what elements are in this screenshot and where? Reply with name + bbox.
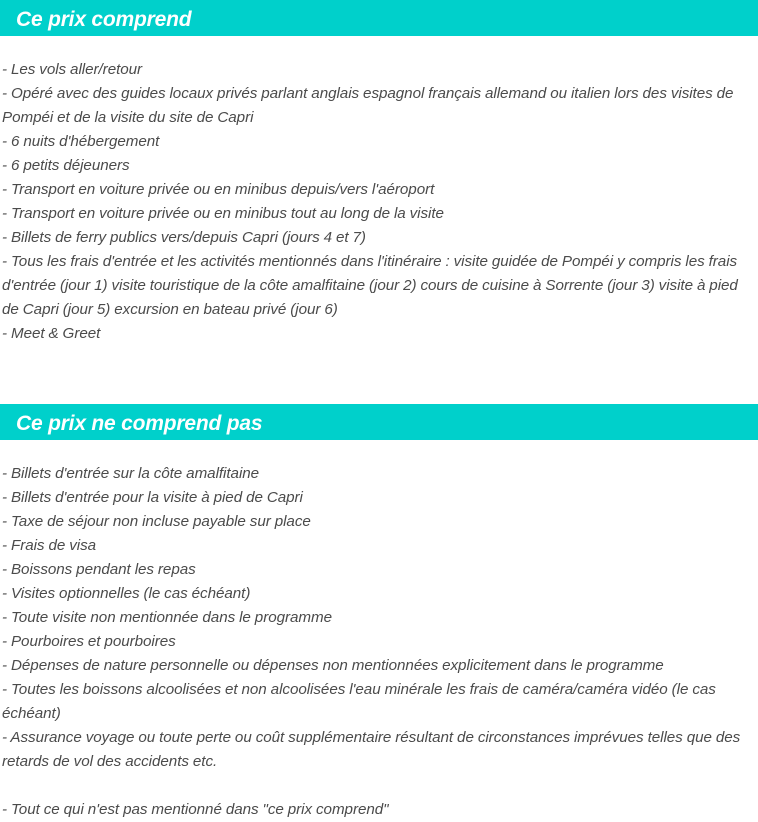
list-item: - Billets d'entrée sur la côte amalfitaine bbox=[2, 465, 260, 482]
list-item: - Boissons pendant les repas bbox=[2, 561, 196, 578]
section-title-excluded: Ce prix ne comprend pas bbox=[16, 411, 263, 435]
list-item: - Dépenses de nature personnelle ou dépenses non mentionnées explicitement dans le programme bbox=[2, 657, 664, 674]
list-item: - Tous les frais d'entrée et les activités mentionnés dans l'itinéraire : visite guidée de Pompéi y compris les frais d'entrée (jour 1) visite touristique de la côte amalfitaine (jour 2) cours de cuisine à Sorrente (jour 3) visite à pied de Capri (jour 5) excursion en bateau privé (jour 6) bbox=[2, 253, 738, 318]
section-header-excluded bbox=[0, 404, 758, 440]
spacer-before-last-item bbox=[2, 774, 756, 798]
section-body-excluded bbox=[0, 462, 758, 822]
list-item: - Transport en voiture privée ou en minibus depuis/vers l'aéroport bbox=[2, 181, 435, 198]
list-item: - Tout ce qui n'est pas mentionné dans "ce prix comprend" bbox=[2, 801, 389, 818]
list-item: - 6 nuits d'hébergement bbox=[2, 133, 160, 150]
list-item: - Toutes les boissons alcoolisées et non alcoolisées l'eau minérale les frais de caméra/caméra vidéo (le cas échéant) bbox=[2, 681, 716, 722]
list-item: - Assurance voyage ou toute perte ou coût supplémentaire résultant de circonstances imprévues telles que des retards de vol des accidents etc. bbox=[2, 729, 741, 770]
list-item: - Billets de ferry publics vers/depuis Capri (jours 4 et 7) bbox=[2, 229, 366, 246]
list-item: - Opéré avec des guides locaux privés parlant anglais espagnol français allemand ou italien lors des visites de Pompéi et de la visite du site de Capri bbox=[2, 85, 734, 126]
list-item: - Pourboires et pourboires bbox=[2, 633, 176, 650]
spacer-between-sections bbox=[0, 346, 758, 404]
section-body-included bbox=[0, 58, 758, 346]
section-title-included: Ce prix comprend bbox=[16, 7, 192, 31]
list-item: - Taxe de séjour non incluse payable sur place bbox=[2, 513, 311, 530]
list-item: - Les vols aller/retour bbox=[2, 61, 143, 78]
list-item: - Frais de visa bbox=[2, 537, 97, 554]
list-item: - 6 petits déjeuners bbox=[2, 157, 130, 174]
list-item: - Meet & Greet bbox=[2, 325, 101, 342]
section-header-included bbox=[0, 0, 758, 36]
list-item: - Toute visite non mentionnée dans le programme bbox=[2, 609, 333, 626]
spacer-after-header-included bbox=[0, 36, 758, 58]
spacer-after-header-excluded bbox=[0, 440, 758, 462]
list-item: - Transport en voiture privée ou en minibus tout au long de la visite bbox=[2, 205, 444, 222]
list-item: - Visites optionnelles (le cas échéant) bbox=[2, 585, 251, 602]
list-item: - Billets d'entrée pour la visite à pied de Capri bbox=[2, 489, 303, 506]
